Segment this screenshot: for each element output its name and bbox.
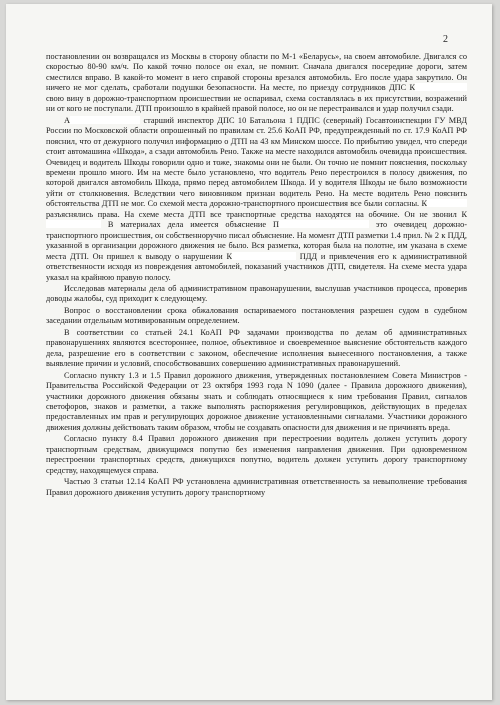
redaction-mark xyxy=(46,220,101,228)
redaction-mark xyxy=(279,220,369,228)
redaction-mark xyxy=(232,252,296,260)
redaction-mark xyxy=(70,116,140,124)
paragraph-text: В материалах дела имеется объяснение П xyxy=(107,220,279,230)
paragraph-text: В соответствии со статьей 24.1 КоАП РФ задачами производства по делам об административных правонарушениях являются всестороннее, полное, объективное и своевременное выяснение обстоятельств каждого дела, разрешение его в соответствии с законом, обеспечение исполнения вынесенного постановления, а также выявление причин и условий, способствовавших совершению административных правонарушений. xyxy=(46,327,467,369)
paragraph-text: ПДД и привлечения его к административной ответственности исходя из повреждения автомобилей, показаний участников ДТП, свидетеля. На схеме места удара указал на крайнюю правую полосу. xyxy=(46,251,467,282)
paragraph-article-12-14 xyxy=(46,477,467,498)
document-page xyxy=(6,4,492,700)
redaction-mark xyxy=(415,83,467,91)
paragraph-term-restoration xyxy=(46,306,467,327)
paragraph-text: Частью 3 статьи 12.14 КоАП РФ установлена административная ответственность за невыполнение требования Правил дорожного движения уступить дорогу транспортному xyxy=(46,477,467,497)
paragraph-text: А xyxy=(64,115,70,125)
paragraph-text: разъяснялись права. На схеме места ДТП все транспортные средства находятся на обочине. Он не звонил К xyxy=(46,209,467,219)
document-body xyxy=(46,52,467,498)
paragraph-inspector-testimony xyxy=(46,116,467,283)
paragraph-text: это очевидец дорожно-транспортного происшествия, он собственноручно писал объяснение. На момент ДТП разметки 1.4 прил. № 2 к ПДД, указанной в организации дорожного движения не было. Вся разметка, которая была на полотне, им указана в схеме места ДТП. Он пришел к выводу о нарушении К xyxy=(46,220,467,261)
paragraph-text: свою вину в дорожно-транспортном происшествии не оспаривал, схема составлялась в их присутствии, возражений ни от кого не поступали. ДТП произошло в крайней правой полосе, но он не перестраивался и удар получил сзади. xyxy=(46,93,467,114)
paragraph-court-review xyxy=(46,284,467,305)
paragraph-text: Согласно пункту 8.4 Правил дорожного движения при перестроении водитель должен уступить дорогу транспортным средствам, движущимся попутно без изменения направления движения. При одновременном перестроении транспортных средств, движущихся попутно, водитель должен уступить дорогу транспортному средству, находящемуся справа. xyxy=(46,434,467,475)
paragraph-text: постановлении он возвращался из Москвы в сторону области по М-1 «Беларусь», на своем автомобиле. Двигался со скоростью 80-90 км/ч. По какой точно полосе он ехал, не помнит. Сначала двигался посередине дороги, затем сместился вправо. В какой-то момент в него справой стороны врезался автомобиль. Его после удара закрутило. Он ничего не мог сделать, сработали подушки безопасности. На месте, по приезду сотрудников ДПС К xyxy=(46,52,467,93)
paragraph-text: Вопрос о восстановлении срока обжалования оспариваемого постановления разрешен судом в судебном заседании отдельным мотивированным определением. xyxy=(46,305,467,326)
paragraph-testimony-end xyxy=(46,52,467,115)
paragraph-text: старший инспектор ДПС 10 Батальона 1 ПДПС (северный) Госавтоинспекции ГУ МВД России по Московской области опрошенный по правилам ст. 25.6 КоАП РФ, предупрежденный по ст. 17.9 КоАП РФ пояснил, что от дежурного получил информацию о ДТП на 43 км Минском шоссе. По прибытию увидел, что спереди стоит автомашина «Шкода», а сзади автомобиль Рено. Также на месте находился автомобиль очевидца происшествия. Очевидец и водитель Шкоды говорили одно и тоже, знакомы они не были. Он точно не помнит пояснения, поскольку времени прошло много. Им на месте было установлено, что водитель Рено перестроился в полосу движения, по которой двигался автомобиль Шкода, прямо перед автомобилем Шкода. И у водителя Шкоды не было возможности уйти от столкновения. Вследствии чего виновником признан водитель Рено. На месте водитель Рено пояснить обстоятельства ДТП не мог. Со схемой места дорожно-транспортного происшествия все были согласны. К xyxy=(46,115,467,209)
paragraph-traffic-rules-8-4 xyxy=(46,434,467,476)
paragraph-text: Согласно пункту 1.3 и 1.5 Правил дорожного движения, утвержденных постановлением Совета Министров - Правительства Российской Федерации от 23 октября 1993 года N 1090 (далее - Правила дорожного движения), участники дорожного движения обязаны знать и соблюдать относящиеся к ним требования Правил, сигналов светофоров, знаков и разметки, а также выполнять распоряжения регулировщиков, действующих в пределах предоставленных им прав и регулирующих дорожное движение установленными сигналами. Участники дорожного движения должны действовать таким образом, чтобы не создавать опасности для движения и не причинять вреда. xyxy=(46,370,467,432)
redaction-mark xyxy=(427,199,467,207)
paragraph-text: Исследовав материалы дела об административном правонарушении, выслушав участников процесса, проверив доводы жалобы, суд приходит к следующему. xyxy=(46,283,467,304)
page-number: 2 xyxy=(443,34,448,45)
paragraph-traffic-rules-1-3 xyxy=(46,371,467,434)
paragraph-article-24-1 xyxy=(46,328,467,370)
